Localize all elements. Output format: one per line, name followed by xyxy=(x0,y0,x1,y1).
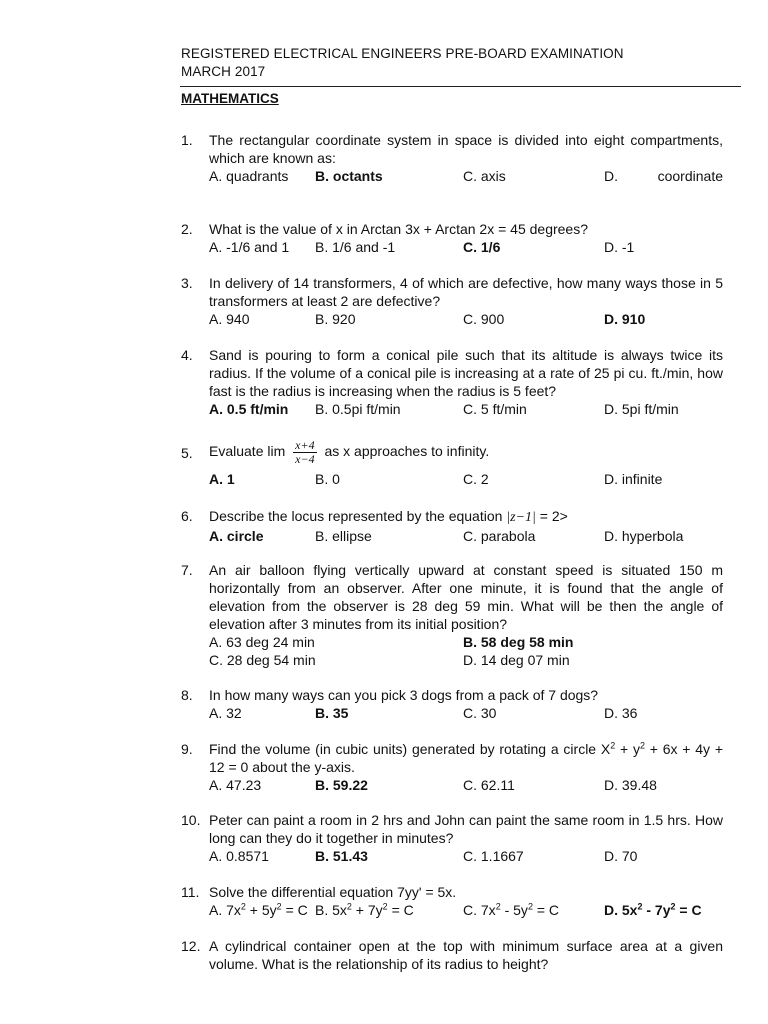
absolute-value-expression: |z−1| xyxy=(506,510,536,525)
limit-fraction xyxy=(293,439,316,466)
subject-heading: MATHEMATICS xyxy=(181,91,279,106)
option-d-correct: D. 910 xyxy=(604,311,646,327)
question-6 xyxy=(181,507,723,545)
question-text: Sand is pouring to form a conical pile such that its altitude is always twice its radius. If the volume of a conical pile is increasing at a rate of 25 pi cu. ft./min, how fast is the radius is increasing when the radius is 5 feet? xyxy=(209,347,723,399)
question-number: 8. xyxy=(181,687,193,703)
exam-title: REGISTERED ELECTRICAL ENGINEERS PRE-BOARD EXAMINATION xyxy=(181,46,624,61)
question-number: 6. xyxy=(181,508,193,524)
question-text: An air balloon flying vertically upward at constant speed is situated 150 m horizontally from an observer. After one minute, it is found that the angle of elevation from the observer is 28 deg 59 min. What will be then the angle of elevation after 3 minutes from its initial position? xyxy=(209,562,723,632)
option-c: C. 900 xyxy=(463,311,505,327)
option-a-correct: A. 0.5 ft/min xyxy=(209,401,289,417)
question-2 xyxy=(181,220,723,256)
question-number: 10. xyxy=(181,812,201,828)
option-a: A. -1/6 and 1 xyxy=(209,239,290,255)
option-d: D. 39.48 xyxy=(604,777,657,793)
question-text: In how many ways can you pick 3 dogs from a pack of 7 dogs? xyxy=(209,687,599,703)
question-9 xyxy=(181,740,723,794)
question-text: Peter can paint a room in 2 hrs and John can paint the same room in 1.5 hrs. How long can they do it together in minutes? xyxy=(209,812,723,846)
option-d: D. hyperbola xyxy=(604,528,684,544)
option-c: C. parabola xyxy=(463,528,536,544)
question-12 xyxy=(181,937,723,973)
option-d: D. 70 xyxy=(604,848,638,864)
exam-date: MARCH 2017 xyxy=(181,64,266,79)
question-4 xyxy=(181,346,723,418)
option-b-correct: B. 51.43 xyxy=(315,848,368,864)
option-c: C. 5 ft/min xyxy=(463,401,527,417)
question-text: A cylindrical container open at the top with minimum surface area at a given volume. What is the relationship of its radius to height? xyxy=(209,938,723,972)
option-d-text: coordinate xyxy=(657,168,723,184)
option-b: B. ellipse xyxy=(315,528,372,544)
option-a: A. 0.8571 xyxy=(209,848,269,864)
option-d: D. 5pi ft/min xyxy=(604,401,679,417)
option-a: A. quadrants xyxy=(209,168,289,184)
question-text xyxy=(209,507,723,527)
question-11 xyxy=(181,883,723,919)
question-text: The rectangular coordinate system in space is divided into eight compartments, which are known as: xyxy=(209,132,723,166)
question-8 xyxy=(181,686,723,722)
question-text-end: as x approaches to infinity. xyxy=(324,443,490,459)
option-c: C. 30 xyxy=(463,705,497,721)
question-text: Solve the differential equation 7yy' = 5x. xyxy=(209,884,457,900)
option-b: B. 1/6 and -1 xyxy=(315,239,396,255)
question-number: 2. xyxy=(181,221,193,237)
question-number: 9. xyxy=(181,741,193,757)
option-d: D. xyxy=(604,168,618,184)
option-b-correct: B. 59.22 xyxy=(315,777,368,793)
question-text-end: = 2> xyxy=(539,508,568,524)
option-c: C. $7x^2 - 5y^2 = C$ xyxy=(463,901,560,918)
option-a: A. 47.23 xyxy=(209,777,262,793)
option-a: A. 63 deg 24 min xyxy=(209,634,315,650)
question-number: 11. xyxy=(181,884,200,900)
option-d: D. 36 xyxy=(604,705,638,721)
exam-header xyxy=(181,45,624,81)
option-b-correct: B. 58 deg 58 min xyxy=(463,634,574,650)
question-1 xyxy=(181,131,723,185)
option-c: C. axis xyxy=(463,168,506,184)
question-text-start: Evaluate lim xyxy=(209,443,286,459)
question-text xyxy=(209,434,723,468)
fraction-numerator: x+4 xyxy=(295,437,315,452)
option-c: C. 1.1667 xyxy=(463,848,524,864)
option-b-correct: B. octants xyxy=(315,168,383,184)
question-number: 1. xyxy=(181,132,193,148)
question-number: 12. xyxy=(181,938,201,954)
option-a: A. 940 xyxy=(209,311,250,327)
option-d: D. -1 xyxy=(604,239,635,255)
option-c: C. 28 deg 54 min xyxy=(209,652,316,668)
option-b: B. 0.5pi ft/min xyxy=(315,401,401,417)
option-b: B. $5x^2 + 7y^2 = C$ xyxy=(315,901,414,918)
option-d-correct: D. $5x^2 - 7y^2 = C$ xyxy=(604,901,702,918)
question-text-start: Describe the locus represented by the equation xyxy=(209,508,503,524)
option-a-correct: A. 1 xyxy=(209,471,235,487)
question-number: 5. xyxy=(181,445,193,461)
option-c-correct: C. 1/6 xyxy=(463,239,501,255)
header-rule xyxy=(180,86,741,87)
question-text: Find the volume (in cubic units) generated by rotating a circle $X^2 + y^2 + 6x + 4y + 12 = 0$ about the y-axis. xyxy=(209,740,723,775)
question-text: What is the value of x in Arctan 3x + Arctan 2x = 45 degrees? xyxy=(209,221,588,237)
option-b-correct: B. 35 xyxy=(315,705,349,721)
option-a: A. $7x^2 + 5y^2 = C$ xyxy=(209,901,308,918)
option-a-correct: A. circle xyxy=(209,528,264,544)
fraction-denominator: x−4 xyxy=(295,451,315,466)
question-3 xyxy=(181,274,723,328)
option-d: D. 14 deg 07 min xyxy=(463,652,570,668)
option-c: C. 2 xyxy=(463,471,489,487)
option-b: B. 920 xyxy=(315,311,356,327)
question-10 xyxy=(181,811,723,865)
question-5 xyxy=(181,434,723,488)
question-number: 4. xyxy=(181,347,193,363)
option-a: A. 32 xyxy=(209,705,242,721)
option-b: B. 0 xyxy=(315,471,340,487)
question-number: 7. xyxy=(181,562,193,578)
option-d: D. infinite xyxy=(604,471,663,487)
question-number: 3. xyxy=(181,275,193,291)
option-c: C. 62.11 xyxy=(463,777,515,793)
question-7 xyxy=(181,561,723,669)
question-text: In delivery of 14 transformers, 4 of which are defective, how many ways those in 5 transformers at least 2 are defective? xyxy=(209,275,723,309)
